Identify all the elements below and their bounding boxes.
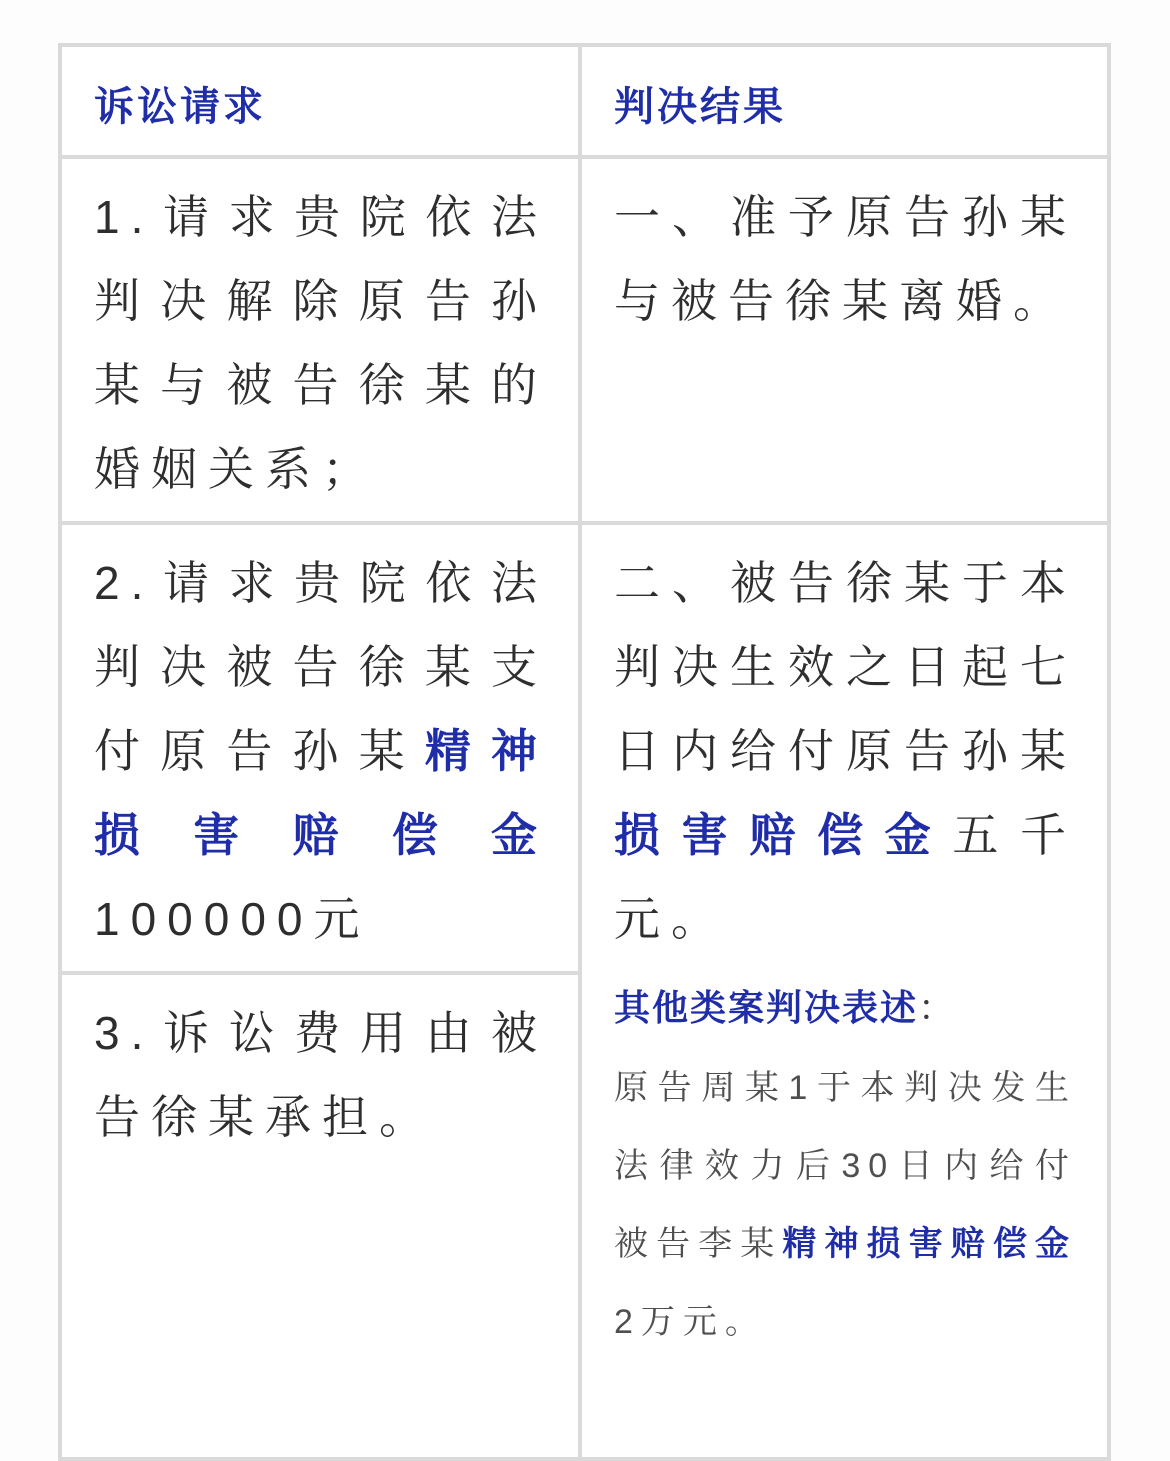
other-cases-damages-highlight: 精神损害赔偿金 [782, 1225, 1078, 1263]
result-1-cell [580, 157, 1109, 523]
results-header-label: 判决结果 [614, 85, 786, 129]
claim-3-cell [60, 973, 580, 1459]
claims-header-label: 诉讼请求 [94, 85, 266, 129]
column-header-results [580, 45, 1109, 157]
claim-2-amount: 100000元 [94, 893, 371, 945]
claim-1-text: 1.请求贵院依法判决解除原告孙某与被告徐某的婚姻关系； [94, 191, 548, 495]
result-2-amount: 五千元。 [614, 809, 1078, 945]
claim-2-prefix: 2.请求贵院依法判决被告徐某支付原告孙某 [94, 557, 548, 777]
other-cases-prefix: 原告周某1于本判决发生法律效力后30日内给付被告李某 [614, 1069, 1077, 1263]
claim-2-damages-highlight: 精神损害赔偿金 [94, 725, 549, 861]
table-header-row [60, 45, 1109, 157]
column-header-claims [60, 45, 580, 157]
result-2-text [614, 541, 1077, 961]
result-2-prefix: 二、被告徐某于本判决生效之日起七日内给付原告孙某 [614, 557, 1077, 777]
other-cases-amount: 2万元。 [614, 1303, 767, 1341]
claim-1-cell [60, 157, 580, 523]
table-row [60, 523, 1109, 973]
other-cases-colon: ： [918, 987, 957, 1028]
other-cases-label: 其他类案判决表述 [614, 987, 919, 1028]
other-cases-label-line [614, 975, 1077, 1041]
result-2-cell [580, 523, 1109, 1459]
result-2-damages-highlight: 损害赔偿金 [614, 809, 953, 861]
claim-2-cell [60, 523, 580, 973]
judgment-comparison-table [58, 43, 1111, 1461]
other-cases-text [614, 1049, 1077, 1361]
claim-2-text [94, 541, 548, 961]
result-1-text: 一、准予原告孙某与被告徐某离婚。 [614, 191, 1077, 327]
table-row [60, 157, 1109, 523]
claim-3-text: 3.诉讼费用由被告徐某承担。 [94, 1007, 548, 1143]
